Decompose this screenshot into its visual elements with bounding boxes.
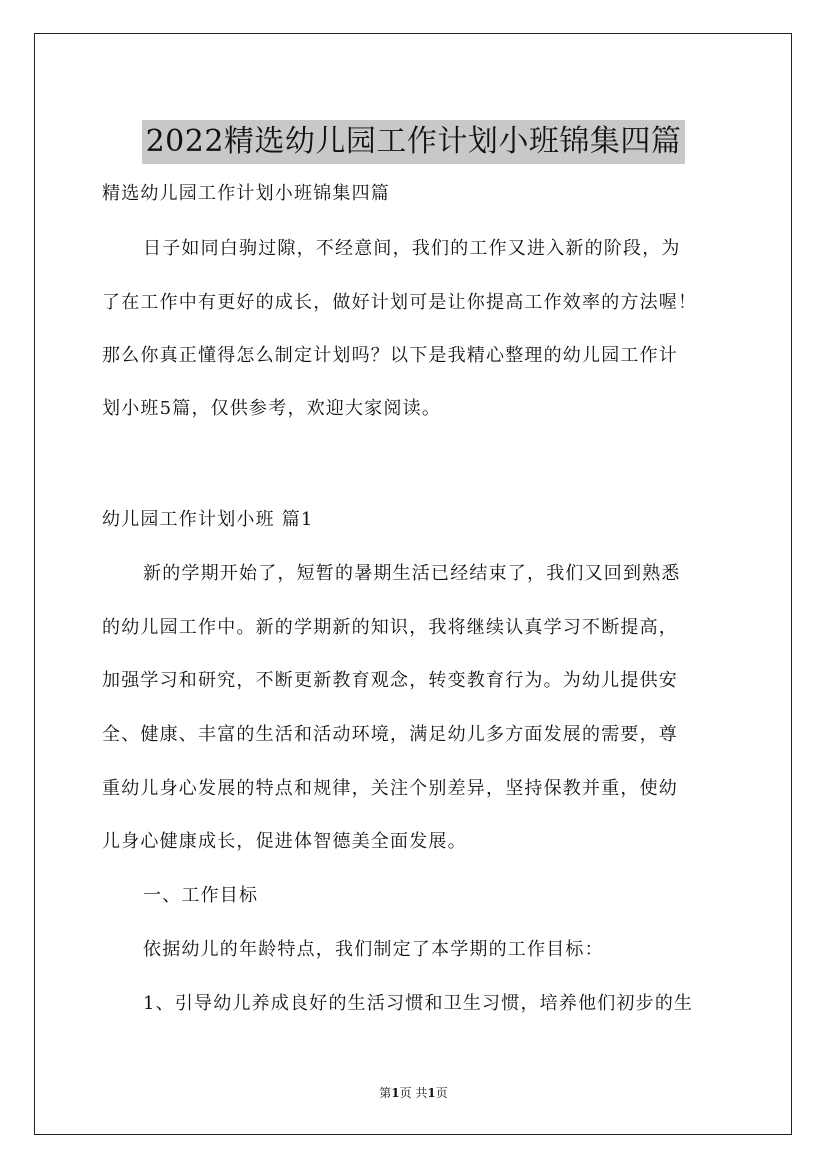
- section-heading: 幼儿园工作计划小班 篇1: [102, 509, 314, 530]
- section-line-4: 全、健康、丰富的生活和活动环境，满足幼儿多方面发展的需要，尊: [102, 724, 678, 745]
- footer-suffix: 页: [435, 1086, 448, 1100]
- section-line-2: 的幼儿园工作中。新的学期新的知识，我将继续认真学习不断提高，: [102, 617, 678, 638]
- intro-line-1: 日子如同白驹过隙，不经意间，我们的工作又进入新的阶段，为: [143, 238, 681, 259]
- goal-intro: 依据幼儿的年龄特点，我们制定了本学期的工作目标：: [143, 939, 604, 960]
- section-line-3: 加强学习和研究，不断更新教育观念，转变教育行为。为幼儿提供安: [102, 670, 678, 691]
- section-line-1: 新的学期开始了，短暂的暑期生活已经结束了，我们又回到熟悉: [143, 563, 681, 584]
- footer-current-page: 1: [391, 1086, 400, 1100]
- section-line-5: 重幼儿身心发展的特点和规律，关注个别差异，坚持保教并重，使幼: [102, 778, 678, 799]
- intro-line-4: 划小班5篇，仅供参考，欢迎大家阅读。: [102, 398, 442, 419]
- footer-total-pages: 1: [427, 1086, 436, 1100]
- section-line-6: 儿身心健康成长，促进体智德美全面发展。: [102, 831, 467, 852]
- intro-line-2: 了在工作中有更好的成长，做好计划可是让你提高工作效率的方法喔！: [102, 292, 698, 313]
- footer-mid: 页 共: [399, 1086, 428, 1100]
- document-subtitle: 精选幼儿园工作计划小班锦集四篇: [102, 183, 390, 204]
- title-container: [0, 100, 827, 184]
- intro-line-3: 那么你真正懂得怎么制定计划吗？以下是我精心整理的幼儿园工作计: [102, 345, 678, 366]
- footer-prefix: 第: [379, 1086, 392, 1100]
- goal-heading: 一、工作目标: [143, 885, 259, 906]
- page-footer: [0, 1085, 827, 1101]
- goal-item-1: 1、引导幼儿养成良好的生活习惯和卫生习惯，培养他们初步的生: [143, 993, 694, 1014]
- document-title: 2022精选幼儿园工作计划小班锦集四篇: [142, 120, 686, 164]
